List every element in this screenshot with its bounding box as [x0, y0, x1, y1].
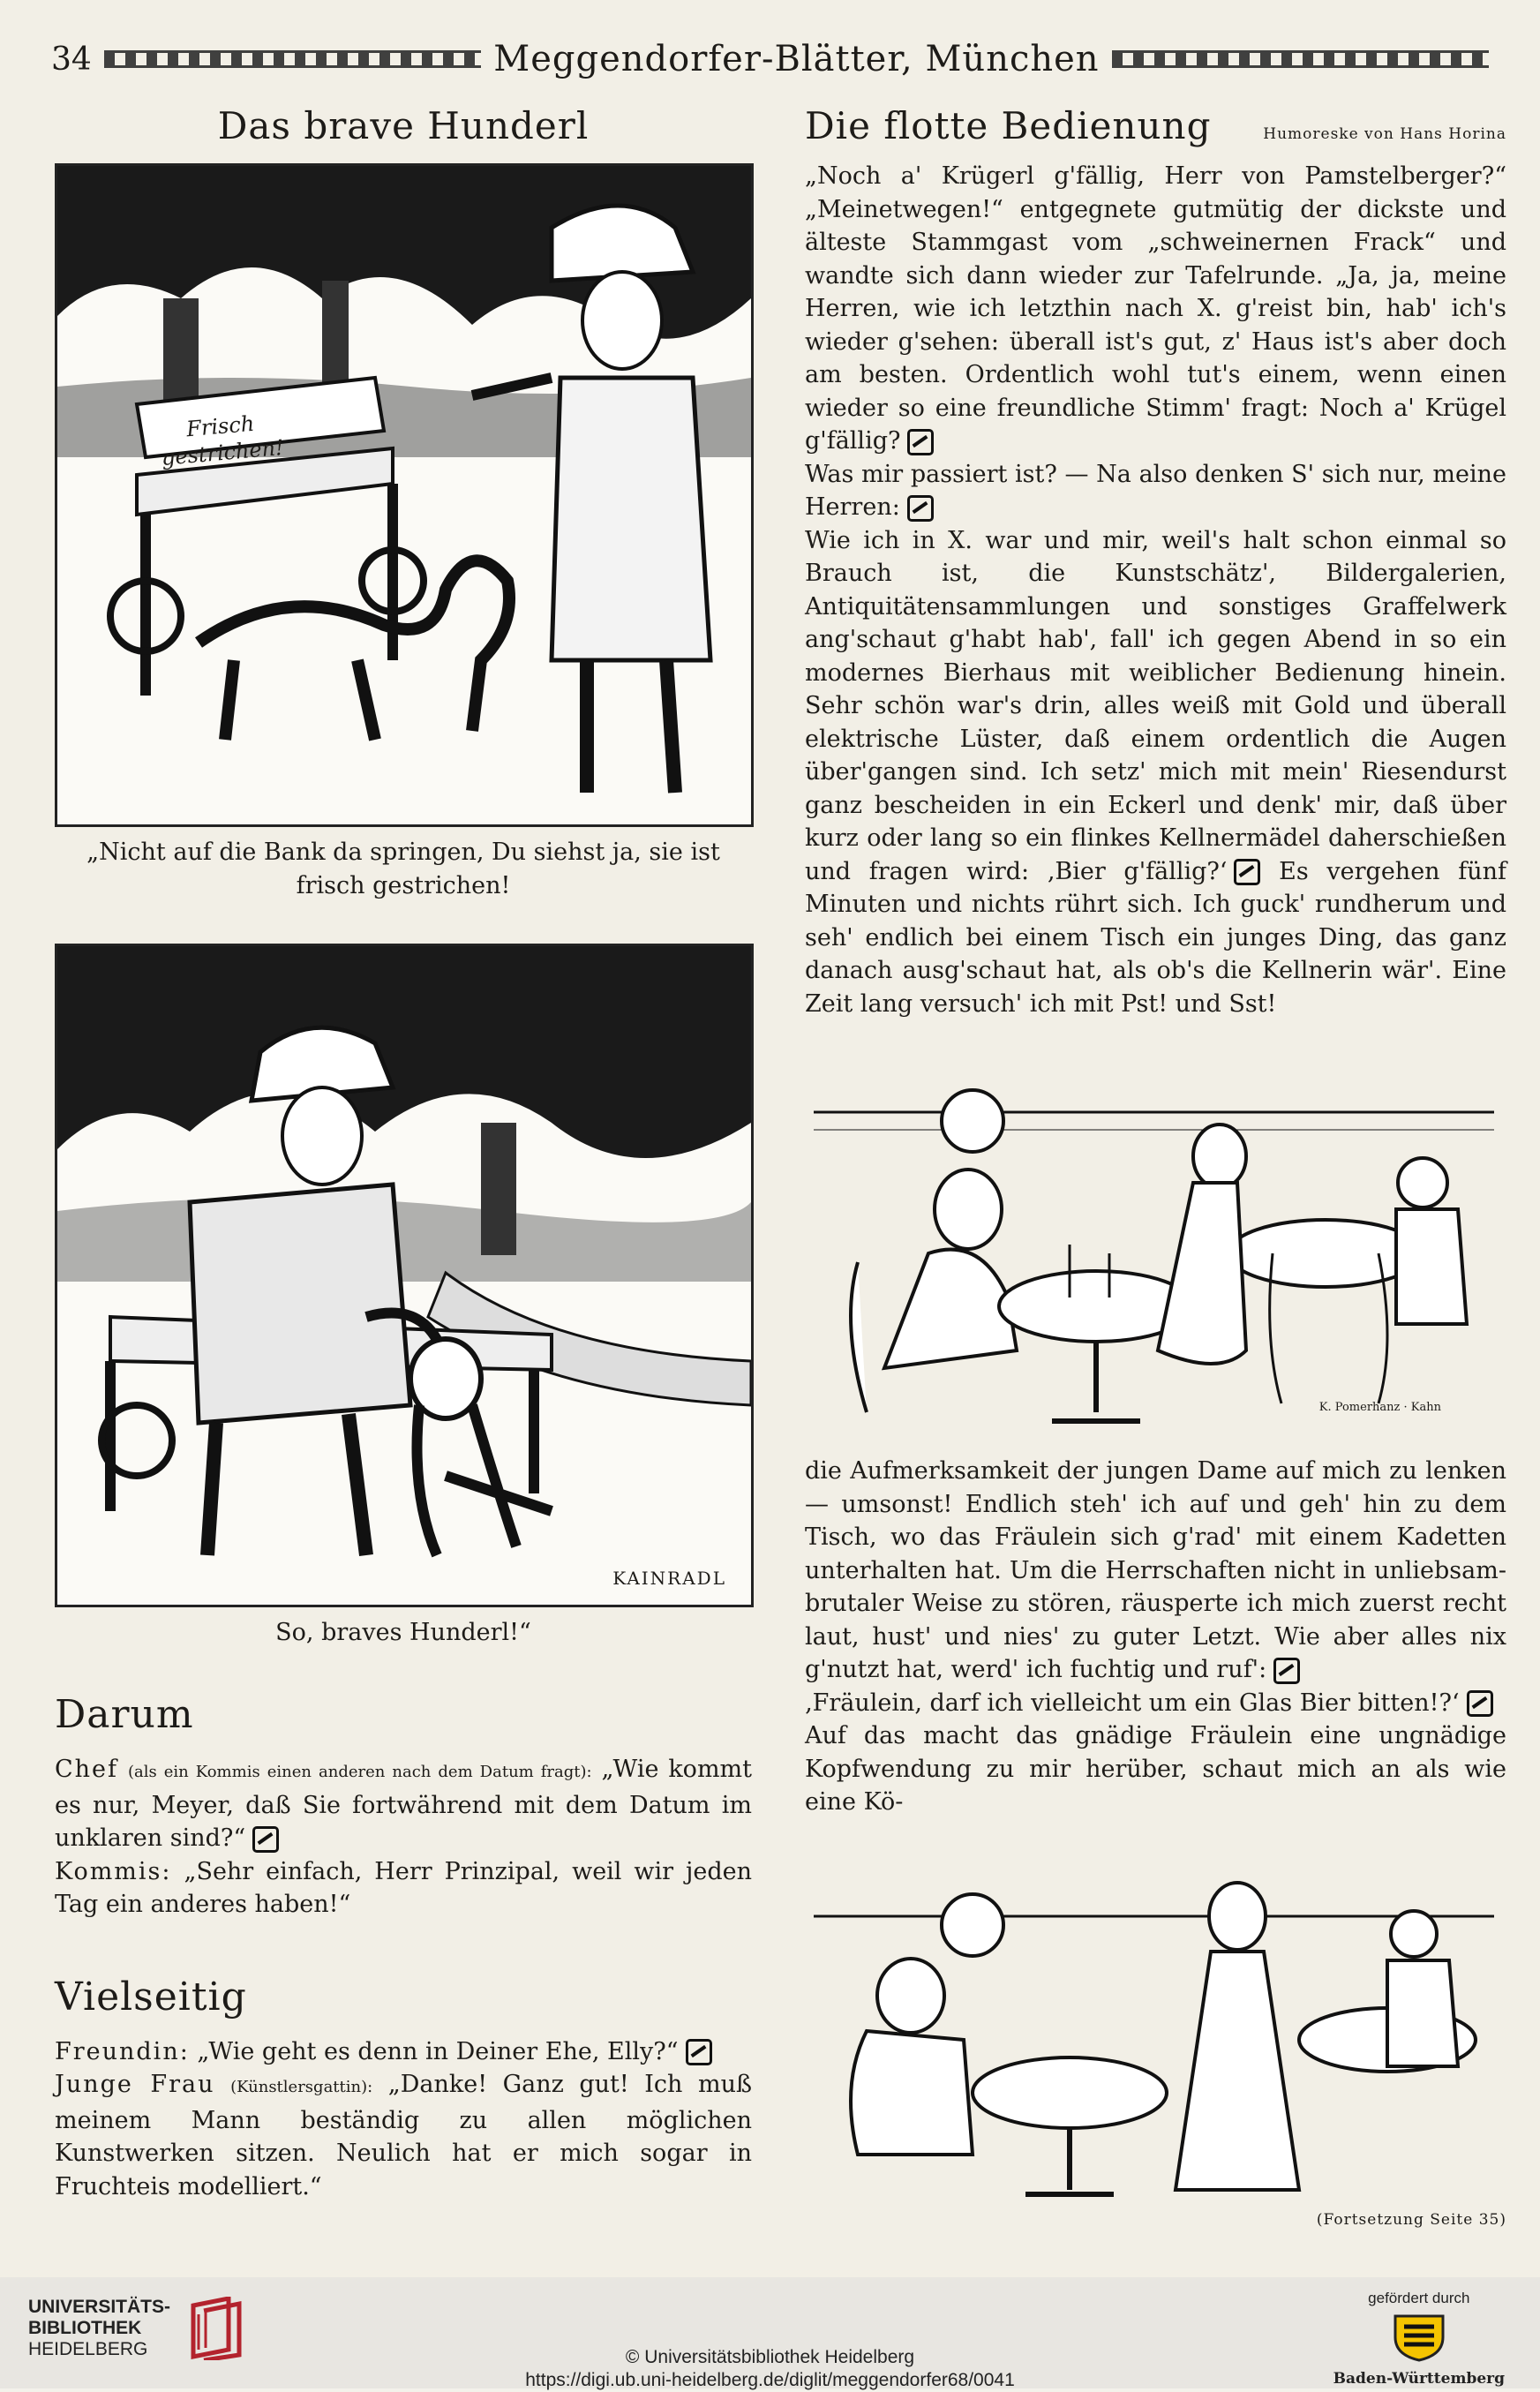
- section-darum: [55, 1692, 752, 1922]
- illustration-dog-bench-1: [55, 163, 754, 827]
- end-mark-icon: [686, 2039, 712, 2065]
- header-ornament-right: [1112, 50, 1489, 68]
- story-paragraph-7: [805, 1719, 1506, 1819]
- story-text-7: Auf das macht das gnädige Fräulein eine ungnädige Kopfwendung zu mir herüber, schaut mich an als wie eine Kö-: [805, 1722, 1506, 1816]
- byline: Humoreske von Hans Horina: [1263, 125, 1506, 143]
- article-title-bedienung: Die flotte Bedienung: [805, 104, 1212, 147]
- story-text-1: „Noch a' Krügerl g'fällig, Herr von Pamstelberger?“ „Meinetwegen!“ entgegnete gutmütig der dickste und älteste Stammgast vom „schweinernen Frack“ und wandte sich dann wieder zur Tafelrunde. „Ja, ja, meine Herren, wie ich letzthin nach X. g'reist bin, hab' ich's wieder g'sehen: überall ist's gut, z' Haus ist's aber doch am besten. Ordentlich wohl tut's einem, wenn einen wieder so eine freundliche Stimm' fragt: Noch a' Krügel g'fällig?: [805, 162, 1506, 455]
- footer-center: [0, 2346, 1540, 2392]
- illustration-cafe-2: [805, 1863, 1503, 2208]
- left-column: [55, 104, 752, 2203]
- story-text-5: die Aufmerksamkeit der jungen Dame auf mich zu lenken — umsonst! Endlich steh' ich auf und geh' hin zu dem Tisch, wo das Fräulein sich g'rad' mit einem Kadetten unterhalten hat. Um die Herrschaften nicht in unliebsam-brutaler Weise zu stören, räusperte ich mich zuerst recht laut, hust' und nies' zu guter Letzt. Wie aber alles nix g'nutzt hat, werd' ich fuchtig und ruf':: [805, 1457, 1506, 1683]
- section-title-darum: Darum: [55, 1692, 194, 1737]
- story-paragraph-5: [805, 1455, 1506, 1687]
- speaker-chef: Chef: [55, 1756, 119, 1783]
- section-title-vielseitig: Vielseitig: [55, 1974, 247, 2020]
- vielseitig-paragraph-1: [55, 2035, 752, 2069]
- vielseitig-text-2: „Danke! Ganz gut! Ich muß meinem Mann beständig zu allen möglichen Kunstwerken sitzen. Neulich hat er mich sogar in Fruchteis modelliert.“: [55, 2071, 752, 2200]
- copyright-text: © Universitätsbibliothek Heidelberg: [625, 2347, 915, 2367]
- vielseitig-paragraph-2: [55, 2068, 752, 2203]
- story-text-3: Wie ich in X. war und mir, weil's halt schon einmal so Brauch ist, die Kunstschätz', Bildergalerien, Antiquitätensammlungen und sonstiges Graffelwerk ang'schaut g'habt hab', fall' ich gegen Abend in so ein modernes Bierhaus mit weiblicher Bedienung hinein. Sehr schön war's drin, alles weiß mit Gold und überall elektrische Lüster, daß einem ordentlich die Augen über'gangen sind. Ich setz' mich mit mein' Riesendurst ganz bescheiden in ein Eckerl und denk' mir, daß über kurz oder lang so ein flinkes Kellnermädel daherschießen und fragen wird: ‚Bier g'fällig?‘: [805, 526, 1506, 885]
- state-name: Baden-Württemberg: [1333, 2370, 1505, 2388]
- darum-paragraph-1: [55, 1753, 752, 1855]
- story-text-top: [805, 160, 1506, 1020]
- illustration-dog-bench-2: [55, 944, 754, 1607]
- funding-info: [1333, 2290, 1505, 2388]
- story-heading: [805, 104, 1506, 147]
- darum-text-1: „Wie kommt es nur, Meyer, daß Sie fortwährend mit dem Datum im unklaren sind?“: [55, 1756, 752, 1852]
- caption-dog-2: So, braves Hunderl!“: [275, 1619, 531, 1646]
- speaker-freundin: Freundin:: [55, 2037, 190, 2065]
- vielseitig-text-1: „Wie geht es denn in Deiner Ehe, Elly?“: [197, 2037, 679, 2065]
- end-mark-icon: [1234, 859, 1260, 885]
- darum-paragraph-2: [55, 1855, 752, 1922]
- stage-note: (als ein Kommis einen anderen nach dem Datum fragt):: [127, 1763, 592, 1781]
- darum-text-2: „Sehr einfach, Herr Prinzipal, weil wir jeden Tag ein anderes haben!“: [55, 1857, 752, 1918]
- header-ornament-left: [104, 50, 481, 68]
- story-text-2: Was mir passiert ist? — Na also denken S' sich nur, meine Herren:: [805, 460, 1506, 521]
- stage-note: (Künstlersgattin):: [230, 2078, 373, 2096]
- right-column: [805, 104, 1506, 2229]
- footer-bar: [0, 2277, 1540, 2388]
- story-text-middle: [805, 1455, 1506, 1819]
- end-mark-icon: [1467, 1690, 1493, 1717]
- section-vielseitig: [55, 1975, 752, 2204]
- story-paragraph-2: [805, 458, 1506, 524]
- story-text-6: ‚Fräulein, darf ich vielleicht um ein Glas Bier bitten!?‘: [805, 1689, 1460, 1717]
- library-name-line-3: HEIDELBERG: [28, 2339, 148, 2359]
- story-text-4: Es vergehen fünf Minuten und nichts rührt sich. Ich guck' rundherum und seh' endlich bei einem Tisch ein junges Ding, das ganz danach ausg'schaut hat, als ob's die Kellnerin wär'. Eine Zeit lang versuch' ich mit Pst! und Sst!: [805, 857, 1507, 1018]
- funded-by-label: gefördert durch: [1368, 2290, 1470, 2306]
- illustration-signature: K. Pomerhanz · Kahn: [1318, 1401, 1441, 1414]
- story-paragraph-3: [805, 524, 1506, 1021]
- end-mark-icon: [907, 429, 934, 455]
- speaker-kommis: Kommis:: [55, 1857, 172, 1885]
- bench-sign: Frisch gestrichen!: [160, 410, 285, 470]
- story-paragraph-6: [805, 1687, 1506, 1720]
- illustration-cafe-1: [805, 1033, 1503, 1439]
- speaker-junge-frau: Junge Frau: [55, 2071, 215, 2098]
- artist-signature: KAINRADL: [612, 1568, 726, 1589]
- article-title-hunderl: Das brave Hunderl: [217, 104, 590, 147]
- story-paragraph-1: [805, 160, 1506, 458]
- page-number: 34: [51, 41, 92, 78]
- page-header: [51, 37, 1489, 81]
- permalink[interactable]: https://digi.ub.uni-heidelberg.de/diglit/meggendorfer68/0041: [525, 2370, 1015, 2390]
- library-name-line-1: UNIVERSITÄTS-: [28, 2297, 171, 2317]
- end-mark-icon: [1273, 1658, 1300, 1684]
- library-name-line-2: BIBLIOTHEK: [28, 2318, 142, 2338]
- continuation-note: (Fortsetzung Seite 35): [1316, 2210, 1506, 2229]
- magazine-title: Meggendorfer-Blätter, München: [493, 39, 1100, 79]
- end-mark-icon: [907, 495, 934, 522]
- state-coat-of-arms-icon: [1388, 2311, 1450, 2362]
- end-mark-icon: [252, 1826, 279, 1853]
- caption-dog-1: „Nicht auf die Bank da springen, Du siehst ja, sie ist frisch gestrichen!: [86, 839, 720, 899]
